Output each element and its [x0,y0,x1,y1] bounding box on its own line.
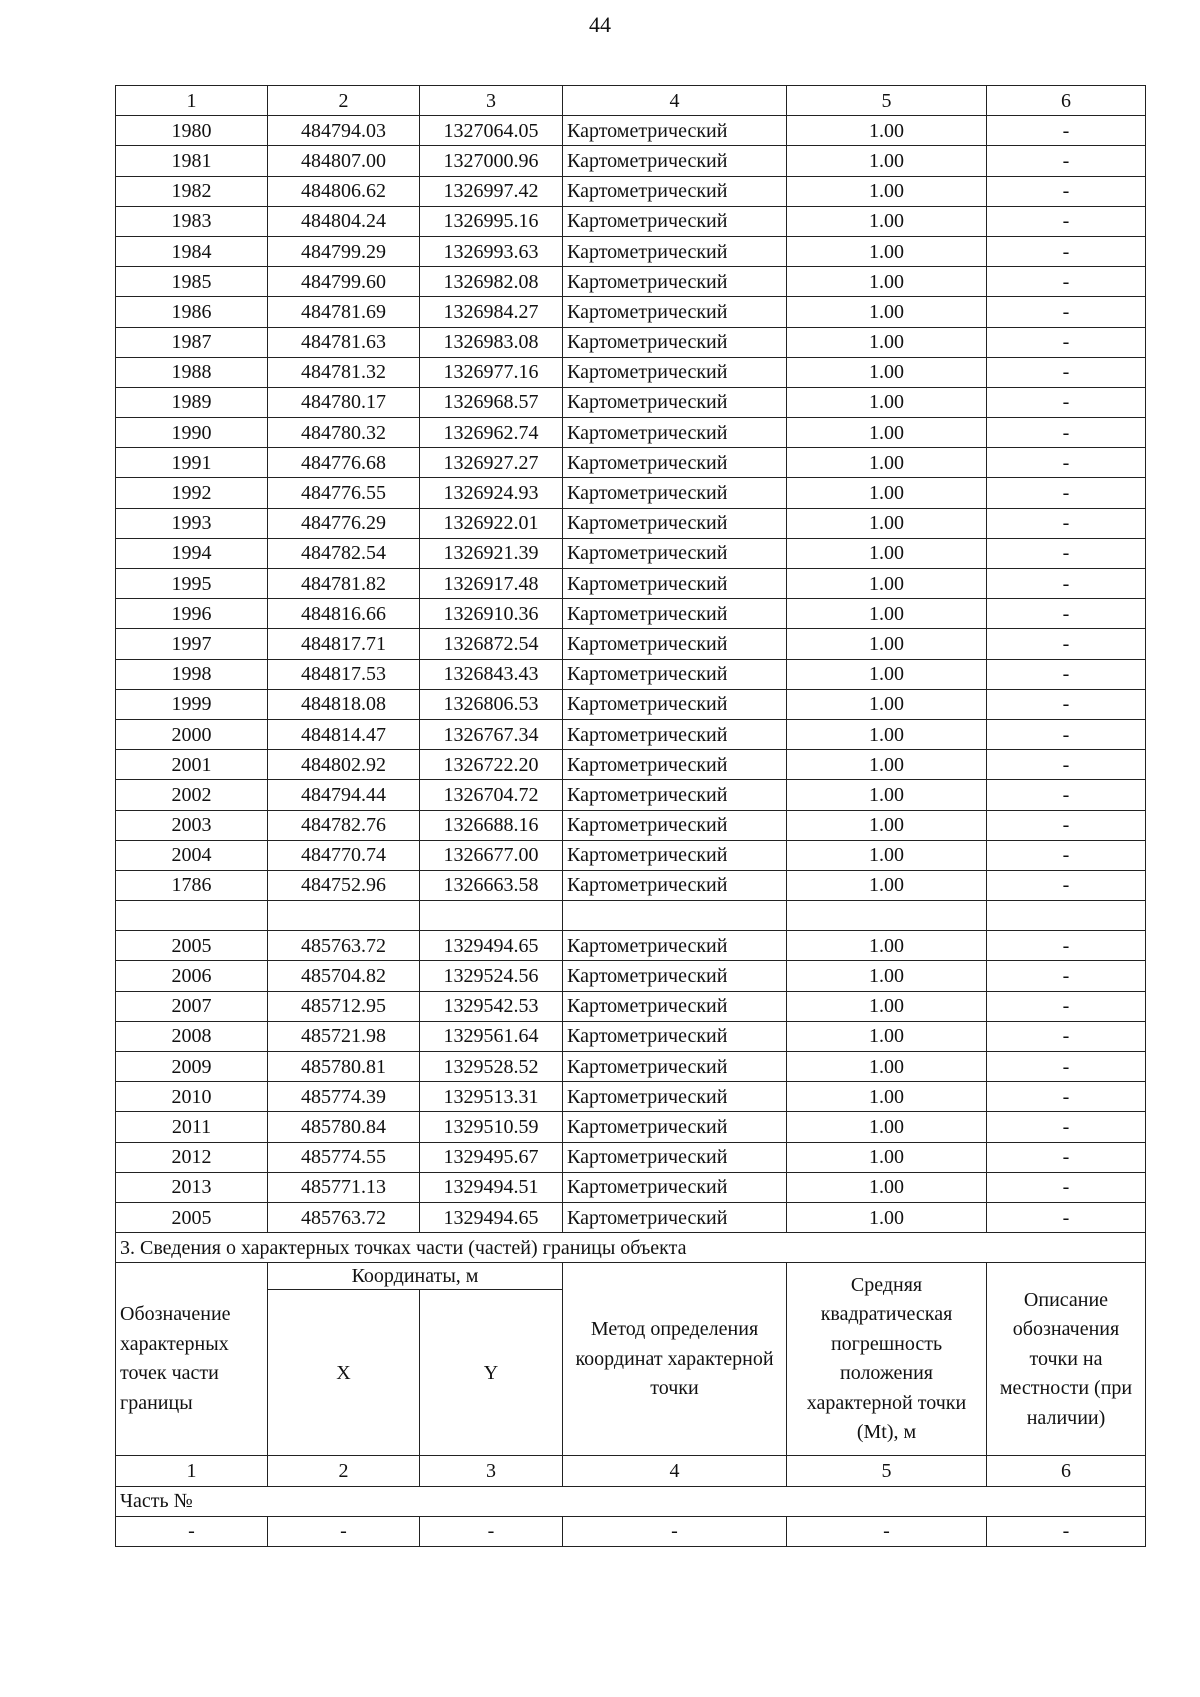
table-cell: 1326704.72 [420,780,563,810]
table-cell: 1326983.08 [420,327,563,357]
table-cell: 1982 [116,176,268,206]
table-cell: 1997 [116,629,268,659]
table-cell: 1.00 [787,1021,987,1051]
table-cell [787,901,987,931]
table-cell: 1.00 [787,991,987,1021]
table-cell: 1.00 [787,1112,987,1142]
column-number-row [116,86,1146,116]
table-row [116,931,1146,961]
table-cell: 1.00 [787,840,987,870]
table-cell: 484794.44 [268,780,420,810]
table-cell: 1326688.16 [420,810,563,840]
part-cell: - [987,1516,1146,1546]
table-cell: - [987,478,1146,508]
table-cell: Картометрический [563,840,787,870]
table-cell: - [987,1052,1146,1082]
table-cell: 1.00 [787,961,987,991]
section3 [116,1233,1146,1547]
table-cell: 485771.13 [268,1172,420,1202]
table-cell: 1989 [116,387,268,417]
table-cell: 485763.72 [268,1202,420,1232]
table-cell: 1986 [116,297,268,327]
table-cell: - [987,297,1146,327]
table-row [116,780,1146,810]
column-number: 1 [116,1456,268,1486]
table-cell: 484814.47 [268,719,420,749]
table-cell: 1326927.27 [420,448,563,478]
table-row [116,418,1146,448]
table-cell: 484802.92 [268,750,420,780]
part-row [116,1516,1146,1546]
table-cell: Картометрический [563,1172,787,1202]
table-cell: - [987,418,1146,448]
table-cell: 484781.82 [268,569,420,599]
table-cell: 485721.98 [268,1021,420,1051]
table-row [116,387,1146,417]
table-cell: 1.00 [787,448,987,478]
table-cell: Картометрический [563,538,787,568]
table-cell: 1329494.65 [420,931,563,961]
table-cell: - [987,599,1146,629]
table-cell: Картометрический [563,508,787,538]
table-cell: Картометрический [563,478,787,508]
table-cell: 484781.63 [268,327,420,357]
table-cell: 485763.72 [268,931,420,961]
table-row [116,1172,1146,1202]
table-cell: - [987,1142,1146,1172]
table-cell: 1329510.59 [420,1112,563,1142]
table-cell: 1983 [116,206,268,236]
table-cell: 1.00 [787,629,987,659]
table-cell: - [987,780,1146,810]
table-cell: 1.00 [787,569,987,599]
table-cell: 1326910.36 [420,599,563,629]
part-cell: - [420,1516,563,1546]
table-row [116,146,1146,176]
section3-column-number-row [116,1456,1146,1486]
table-cell: 1329494.51 [420,1172,563,1202]
table-cell: 1326663.58 [420,870,563,900]
table-row [116,236,1146,266]
table-cell: 485774.55 [268,1142,420,1172]
table-cell: - [987,961,1146,991]
column-number: 1 [116,86,268,116]
table-cell: 2004 [116,840,268,870]
table-row [116,448,1146,478]
table-row [116,1052,1146,1082]
table-row [116,689,1146,719]
table-cell: Картометрический [563,629,787,659]
table-cell: 2001 [116,750,268,780]
table-cell: 1.00 [787,599,987,629]
table-cell: - [987,1202,1146,1232]
table-cell: 484807.00 [268,146,420,176]
table-cell: 1984 [116,236,268,266]
table-cell [116,901,268,931]
table-cell: 1326993.63 [420,236,563,266]
table-cell: - [987,1082,1146,1112]
table-cell: 484799.60 [268,267,420,297]
table-cell: 2013 [116,1172,268,1202]
table-cell: 484782.76 [268,810,420,840]
table-cell: 1994 [116,538,268,568]
table-cell [268,901,420,931]
table-cell: 1.00 [787,236,987,266]
table-row [116,569,1146,599]
table-cell: Картометрический [563,116,787,146]
table-cell: 1326968.57 [420,387,563,417]
column-number: 2 [268,86,420,116]
table-row [116,297,1146,327]
table-cell: 1996 [116,599,268,629]
table-cell: - [987,810,1146,840]
table-cell: 1.00 [787,176,987,206]
table-cell: 1.00 [787,297,987,327]
table-cell: 1326722.20 [420,750,563,780]
table-cell: Картометрический [563,418,787,448]
table-cell: - [987,236,1146,266]
table-cell: 1326872.54 [420,629,563,659]
table-cell: 1786 [116,870,268,900]
table-row [116,840,1146,870]
table-cell: Картометрический [563,448,787,478]
table-cell: Картометрический [563,1142,787,1172]
table-cell: Картометрический [563,267,787,297]
table-cell: 484817.53 [268,659,420,689]
table-cell: - [987,991,1146,1021]
y-header: Y [420,1290,563,1456]
table-cell: 2011 [116,1112,268,1142]
table-row [116,1082,1146,1112]
table-cell: 1.00 [787,1052,987,1082]
table-cell: Картометрический [563,870,787,900]
table-cell: 2000 [116,719,268,749]
part-cell: - [563,1516,787,1546]
table-cell: - [987,659,1146,689]
table-cell: 1987 [116,327,268,357]
table-cell: - [987,931,1146,961]
table-cell: 1.00 [787,1082,987,1112]
table-cell: - [987,206,1146,236]
table-cell: - [987,508,1146,538]
table-cell: Картометрический [563,146,787,176]
table-cell: Картометрический [563,176,787,206]
table-cell: - [987,1172,1146,1202]
table-cell: 484816.66 [268,599,420,629]
table-cell: Картометрический [563,1082,787,1112]
table-cell: 484782.54 [268,538,420,568]
table-cell: 1329513.31 [420,1082,563,1112]
table-cell: Картометрический [563,236,787,266]
table-cell: - [987,267,1146,297]
table-cell: 1.00 [787,931,987,961]
table-cell: Картометрический [563,961,787,991]
table-cell: 2009 [116,1052,268,1082]
table-cell: 485704.82 [268,961,420,991]
table-cell: 1326977.16 [420,357,563,387]
part-cell: - [787,1516,987,1546]
table-cell: 1980 [116,116,268,146]
error-header: Средняя квадратическая погрешность положения характерной точки (Mt), м [787,1263,987,1456]
table-row [116,478,1146,508]
coordinates-table [115,85,1146,1547]
table-cell: - [987,327,1146,357]
table-row [116,1112,1146,1142]
table-cell: 1329494.65 [420,1202,563,1232]
table-cell: 1998 [116,659,268,689]
table-cell: Картометрический [563,659,787,689]
table-cell: Картометрический [563,810,787,840]
table-cell: Картометрический [563,1112,787,1142]
table-row [116,1021,1146,1051]
table-row [116,599,1146,629]
table-cell: 1326962.74 [420,418,563,448]
table-cell: 1.00 [787,357,987,387]
table-row [116,961,1146,991]
table-cell: 1.00 [787,659,987,689]
table-cell: Картометрический [563,1052,787,1082]
table-cell: Картометрический [563,719,787,749]
table-cell: 1326921.39 [420,538,563,568]
table-cell: 484781.32 [268,357,420,387]
table-cell: 1.00 [787,146,987,176]
table-cell: 1991 [116,448,268,478]
table-cell: 2002 [116,780,268,810]
table-cell: 1326806.53 [420,689,563,719]
table-row [116,991,1146,1021]
table-cell: - [987,448,1146,478]
table-cell: Картометрический [563,931,787,961]
table-cell: 485780.81 [268,1052,420,1082]
table-cell: 1326995.16 [420,206,563,236]
table-cell: 1985 [116,267,268,297]
section3-title: 3. Сведения о характерных точках части (частей) границы объекта [116,1233,1146,1263]
table-cell: 484794.03 [268,116,420,146]
table-cell: 2010 [116,1082,268,1112]
table-cell: 1981 [116,146,268,176]
table-cell: 485780.84 [268,1112,420,1142]
table-cell: - [987,750,1146,780]
table-cell: 1326924.93 [420,478,563,508]
table-row [116,659,1146,689]
table-row [116,901,1146,931]
table-cell: 1.00 [787,810,987,840]
table-cell: 1326922.01 [420,508,563,538]
column-number: 5 [787,1456,987,1486]
table-cell: Картометрический [563,327,787,357]
table-cell: 485774.39 [268,1082,420,1112]
table-cell: 1.00 [787,1202,987,1232]
part-cell: - [268,1516,420,1546]
table-cell: Картометрический [563,750,787,780]
table-row [116,267,1146,297]
table-cell: 484770.74 [268,840,420,870]
table-cell: 484781.69 [268,297,420,327]
method-header: Метод определения координат характерной точки [563,1263,787,1456]
table-cell: 484776.55 [268,478,420,508]
table-cell: - [987,176,1146,206]
column-number: 3 [420,86,563,116]
table-cell: Картометрический [563,297,787,327]
table-cell: 1.00 [787,780,987,810]
table-row [116,1202,1146,1232]
table-cell: 484804.24 [268,206,420,236]
table-cell: 484806.62 [268,176,420,206]
table-row [116,508,1146,538]
table-cell: 1.00 [787,116,987,146]
table-cell: Картометрический [563,689,787,719]
table-cell: 1329528.52 [420,1052,563,1082]
table-cell: 1.00 [787,1172,987,1202]
table-cell: 1.00 [787,387,987,417]
column-number: 4 [563,86,787,116]
table-cell: Картометрический [563,387,787,417]
table-cell: Картометрический [563,599,787,629]
table-cell: 1999 [116,689,268,719]
table-cell: 484817.71 [268,629,420,659]
table-cell: 1990 [116,418,268,448]
table-cell: 2003 [116,810,268,840]
table-cell: 1326677.00 [420,840,563,870]
table-cell: Картометрический [563,780,787,810]
table-cell: - [987,1112,1146,1142]
table-cell: Картометрический [563,1021,787,1051]
column-number: 4 [563,1456,787,1486]
page-number: 44 [589,12,611,37]
table-cell: - [987,146,1146,176]
table-cell: 1329542.53 [420,991,563,1021]
table-cell [420,901,563,931]
table-cell: 1326997.42 [420,176,563,206]
table-row [116,1142,1146,1172]
table-cell: - [987,387,1146,417]
table-cell: 1.00 [787,870,987,900]
coordinates-table-body [116,86,1146,1233]
table-cell: 484776.68 [268,448,420,478]
table-cell: 1.00 [787,1142,987,1172]
table-cell: 1.00 [787,206,987,236]
table-cell: 484799.29 [268,236,420,266]
table-cell: Картометрический [563,206,787,236]
table-cell: 1326984.27 [420,297,563,327]
table-row [116,810,1146,840]
table-cell: - [987,689,1146,719]
column-number: 3 [420,1456,563,1486]
table-cell: 1.00 [787,719,987,749]
table-row [116,206,1146,236]
table-cell: 1.00 [787,478,987,508]
table-cell: 1.00 [787,327,987,357]
part-cell: - [116,1516,268,1546]
table-cell: 1.00 [787,538,987,568]
table-cell: 1327064.05 [420,116,563,146]
table-cell: - [987,629,1146,659]
table-cell: 484752.96 [268,870,420,900]
table-cell: 1992 [116,478,268,508]
table-cell: 1993 [116,508,268,538]
table-cell: 1327000.96 [420,146,563,176]
table-cell: 1326843.43 [420,659,563,689]
table-cell: 1329561.64 [420,1021,563,1051]
table-row [116,719,1146,749]
table-row [116,629,1146,659]
table-cell: 485712.95 [268,991,420,1021]
table-cell: 2012 [116,1142,268,1172]
table-cell: - [987,569,1146,599]
table-cell: - [987,719,1146,749]
table-row [116,327,1146,357]
table-row [116,538,1146,568]
table-row [116,116,1146,146]
column-number: 2 [268,1456,420,1486]
table-cell: Картометрический [563,357,787,387]
table-cell: 1329495.67 [420,1142,563,1172]
table-cell: 484780.17 [268,387,420,417]
part-label: Часть № [116,1486,1146,1516]
coordinates-header: Координаты, м [268,1263,563,1290]
table-row [116,750,1146,780]
column-number: 6 [987,1456,1146,1486]
table-cell: - [987,870,1146,900]
table-cell: 1995 [116,569,268,599]
table-cell: 1.00 [787,418,987,448]
table-cell: 1.00 [787,689,987,719]
table-row [116,176,1146,206]
table-cell: 1988 [116,357,268,387]
table-cell: 484780.32 [268,418,420,448]
x-header: X [268,1290,420,1456]
table-cell: 1329524.56 [420,961,563,991]
table-cell [987,901,1146,931]
table-cell: - [987,840,1146,870]
table-cell: 2005 [116,931,268,961]
table-cell: 1.00 [787,508,987,538]
table-cell: Картометрический [563,991,787,1021]
table-cell: 1326767.34 [420,719,563,749]
table-cell: 2006 [116,961,268,991]
table-cell [563,901,787,931]
table-cell: Картометрический [563,569,787,599]
point-designation-header: Обозначение характерных точек части границы [116,1263,268,1456]
table-cell: - [987,116,1146,146]
table-row [116,870,1146,900]
table-cell: - [987,538,1146,568]
table-cell: 2005 [116,1202,268,1232]
table-cell: 484818.08 [268,689,420,719]
table-row [116,357,1146,387]
description-header: Описание обозначения точки на местности (при наличии) [987,1263,1146,1456]
table-cell: 2008 [116,1021,268,1051]
table-cell: 484776.29 [268,508,420,538]
table-cell: 1.00 [787,750,987,780]
table-cell: - [987,1021,1146,1051]
table-cell: 2007 [116,991,268,1021]
table-cell: - [987,357,1146,387]
table-cell: 1326917.48 [420,569,563,599]
table-cell: 1326982.08 [420,267,563,297]
table-cell: 1.00 [787,267,987,297]
column-number: 6 [987,86,1146,116]
table-cell: Картометрический [563,1202,787,1232]
column-number: 5 [787,86,987,116]
